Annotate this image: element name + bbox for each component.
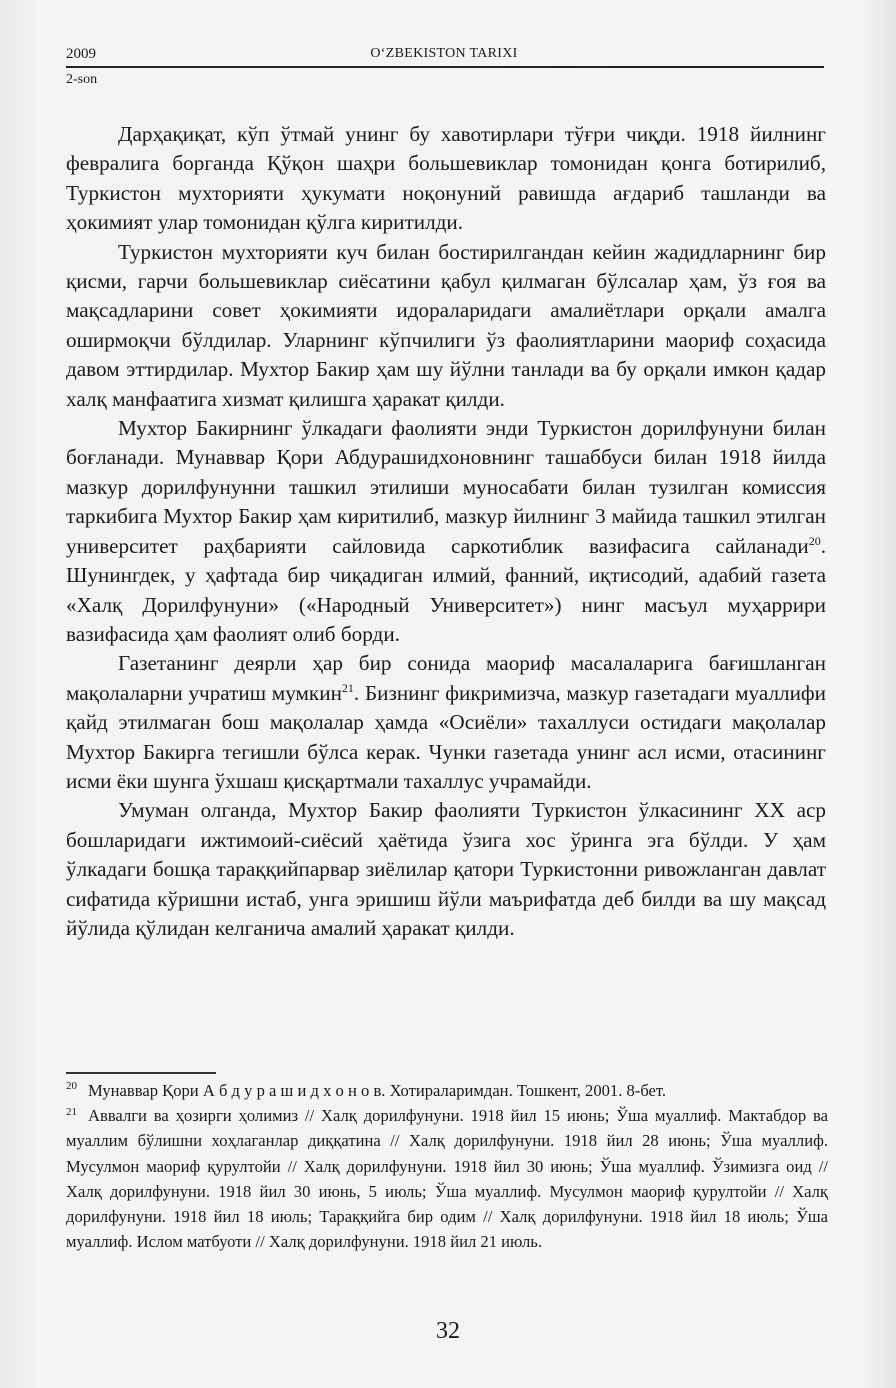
paragraph-3 [66, 414, 826, 649]
paragraph-text: Туркистон мухторияти куч билан бостирилгандан кейин жадидларнинг бир қисми, гарчи большевиклар сиёсатини қабул қилмаган бўлсалар ҳам, ўз ғоя ва мақсадларини совет ҳокимияти идораларидаги амалиётлари орқали амалга оширмоқчи бўлдилар. Уларнинг кўпчилиги ўз фаолиятларини маориф соҳасида давом эттирдилар. Мухтор Бакир ҳам шу йўлни танлади ва бу орқали имкон қадар халқ манфаатига хизмат қилишга ҳаракат қилди. [66, 239, 826, 411]
journal-title: O‘ZBEKISTON TARIXI [370, 46, 518, 61]
header-year: 2009 [66, 46, 96, 62]
header-rule [66, 66, 824, 68]
page-number: 32 [436, 1318, 460, 1344]
body-text [66, 120, 826, 943]
paragraph-5 [66, 796, 826, 943]
paragraph-text: Умуман олганда, Мухтор Бакир фаолияти Туркистон ўлкасининг XX аср бошларидаги ижтимоий-сиёсий ҳаётида ўзига хос ўринга эга бўлди. У ҳам ўлкадаги бошқа тараққийпарвар зиёлилар қатори Туркистонни ривожланган давлат сифатида кўришни истаб, унга эришиш йўли маърифатда деб билди ва шу мақсад йўлида қўлидан келганича амалий ҳаракат қилди. [66, 798, 826, 940]
paragraph-4 [66, 649, 826, 796]
running-head [66, 44, 822, 66]
footnotes [66, 1078, 828, 1254]
footnote-21: 21 Аввалги ва ҳозирги ҳолимиз // Халқ дорилфунуни. 1918 йил 15 июнь; Ўша муаллиф. Мактабдор ва муаллим бўлишни хоҳлаганлар диққатина // Халқ дорилфунуни. 1918 йил 28 июнь; Ўша муаллиф. Мусулмон маориф қурултойи // Халқ дорилфунуни. 1918 йил 30 июнь; Ўша муаллиф. Ўзимизга оид // Халқ дорилфунуни. 1918 йил 30 июнь, 5 июль; Ўша муаллиф. Мусулмон маориф қурултойи // Халқ дорилфунуни. 1918 йил 18 июль; Тараққийга бир одим // Халқ дорилфунуни. 1918 йил 18 июль; Ўша муаллиф. Ислом матбуоти // Халқ дорилфунуни. 1918 йил 21 июль. [66, 1105, 828, 1252]
footnote-20: 20 Мунаввар Қори А б д у р а ш и д х о н о в. Хотираларимдан. Тошкент, 2001. 8-бет. [66, 1080, 667, 1100]
paragraph-text: Мухтор Бакирнинг ўлкадаги фаолияти энди Туркистон дорилфунуни билан боғланади. Мунаввар Қори Абдурашидхоновнинг ташаббуси билан 1918 йилда мазкур дорилфунунни ташкил этилиши муносабати билан тузилган комиссия таркибига Мухтор Бакир ҳам киритилиб, мазкур йилнинг 3 майида ташкил этилган университет раҳбарияти сайловида саркотиблик вазифасига сайланади [66, 416, 826, 558]
paragraph-1 [66, 120, 826, 238]
paragraph-text: Дарҳақиқат, кўп ўтмай унинг бу хавотирлари тўғри чиқди. 1918 йилнинг февралига борганда Қўқон шаҳри большевиклар томонидан қонга ботирилиб, Туркистон мухторияти ҳукумати ноқонуний равишда ағдариб ташланди ва ҳокимият улар томонидан қўлга киритилди. [66, 122, 826, 235]
paragraph-2 [66, 238, 826, 414]
header-issue: 2-son [66, 72, 98, 87]
paragraph-text-continued: . Шунингдек, у ҳафтада бир чиқадиган илмий, фанний, иқтисодий, адабий газета «Халқ Дорилфунуни» («Народный Университет») нинг масъул муҳаррири вазифасида ҳам фаолият олиб борди. [66, 533, 826, 646]
footnote-ref-21[interactable]: 21 [341, 680, 354, 695]
paragraph-text: Газетанинг деярли ҳар бир сонида маориф масалаларига бағишланган мақолаларни учратиш мумкин [66, 651, 826, 705]
footnote-text: Аввалги ва ҳозирги ҳолимиз // Халқ дорилфунуни. 1918 йил 15 июнь; Ўша муаллиф. Мактабдор ва муаллим бўлишни хоҳлаганлар диққатина // Халқ дорилфунуни. 1918 йил 28 июнь; Ўша муаллиф. Мусулмон маориф қурултойи // Халқ дорилфунуни. 1918 йил 30 июнь; Ўша муаллиф. Ўзимизга оид // Халқ дорилфунуни. 1918 йил 30 июнь, 5 июль; Ўша муаллиф. Мусулмон маориф қурултойи // Халқ дорилфунуни. 1918 йил 18 июль; Тараққийга бир одим // Халқ дорилфунуни. 1918 йил 18 июль; Ўша муаллиф. Ислом матбуоти // Халқ дорилфунуни. 1918 йил 21 июль. [66, 1106, 828, 1252]
paragraph-text-continued: . Бизнинг фикримизча, мазкур газетадаги муаллифи қайд этилмаган бош мақолалар ҳамда «Осиёли» тахаллуси остидаги мақолалар Мухтор Бакирга тегишли бўлса керак. Чунки газетада унинг асл исми, отасининг исми ёки шунга ўхшаш қисқартмали тахаллус учрамайди. [66, 680, 826, 793]
footnote-ref-20[interactable]: 20 [808, 533, 821, 548]
footnote-separator [66, 1072, 216, 1074]
footnote-text: Мунаввар Қори А б д у р а ш и д х о н о в. Хотираларимдан. Тошкент, 2001. 8-бет. [88, 1081, 667, 1100]
